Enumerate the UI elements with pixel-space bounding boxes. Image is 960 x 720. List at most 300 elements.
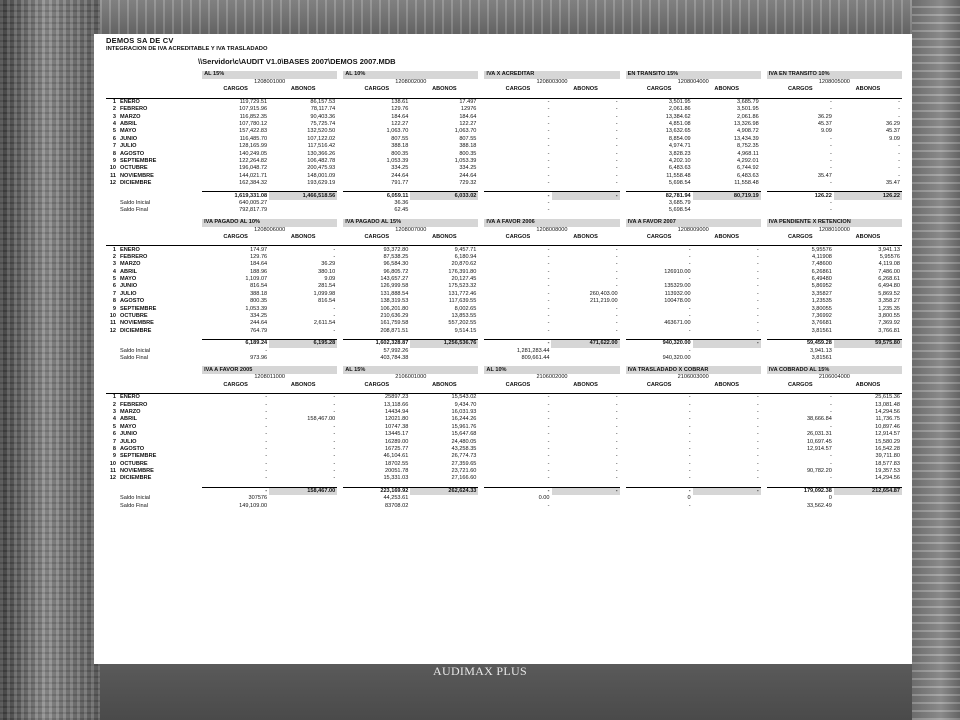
spacer [118, 219, 196, 227]
spacer [106, 200, 118, 207]
abono-value: - [615, 113, 618, 120]
saldo-inicial-value: 3,941.13 [810, 347, 832, 354]
report-title: DEMOS SA DE CV [106, 36, 174, 45]
cargos-header: CARGOS [505, 86, 531, 93]
cargos-header: CARGOS [364, 381, 390, 388]
saldo-final-value: 83708.02 [384, 502, 409, 509]
abono-value: - [615, 128, 618, 135]
abono-value: 3,685.79 [693, 98, 761, 106]
abonos-header: ABONOS [290, 234, 316, 241]
cargo-value: - [547, 268, 550, 275]
abono-value: 6,494.80 [878, 283, 900, 290]
saldo-inicial-value: - [265, 347, 268, 354]
cargo-value: - [265, 468, 268, 475]
abono-value: - [333, 327, 336, 334]
cargo-value: 5,698.54 [668, 180, 691, 187]
account-code: 1208005000 [818, 79, 850, 86]
abono-value: 36.29 [321, 261, 336, 268]
total-abonos: - [552, 192, 620, 200]
abono-value: 244.64 [459, 172, 477, 179]
cargo-value: 6,49480 [811, 276, 832, 283]
cargo-value: 35.47 [817, 172, 832, 179]
spacer [118, 71, 196, 79]
total-abonos: 158,467.00 [269, 487, 337, 495]
table-row [106, 106, 902, 113]
abono-value: - [615, 453, 618, 460]
month-number: 6 [112, 135, 116, 142]
abonos-header: ABONOS [714, 381, 739, 388]
cargos-header: CARGOS [646, 86, 672, 93]
month-number: 10 [109, 165, 116, 172]
abono-value: - [756, 283, 759, 290]
table-row [106, 320, 902, 327]
cargo-value: 5,86952 [811, 283, 832, 290]
account-table [106, 219, 902, 363]
abono-value: 16,244.26 [451, 416, 477, 423]
cargo-value: - [547, 408, 550, 415]
month-number: 9 [112, 158, 116, 164]
month-number: 5 [112, 276, 116, 283]
cargo-value: 144,021.71 [239, 172, 268, 179]
saldo-inicial-value: 640,005.27 [239, 199, 268, 206]
cargo-value: - [829, 453, 832, 460]
cargo-value: - [547, 453, 550, 460]
abono-value: - [552, 394, 620, 402]
account-code: 1208004000 [677, 79, 709, 86]
month-label: JULIO [120, 143, 137, 150]
spacer [410, 348, 478, 355]
table-row [106, 136, 902, 143]
month-label: OCTUBRE [120, 165, 148, 172]
abono-value: 4,119.08 [878, 261, 900, 268]
cargo-value: 2,061.86 [668, 106, 691, 113]
spacer [834, 503, 902, 510]
cargo-value: 122.27 [391, 121, 409, 128]
month-label: MAYO [120, 423, 137, 430]
cargo-value: 3,80055 [811, 305, 832, 312]
cargo-value: - [547, 135, 550, 142]
cargo-value: 807.55 [391, 135, 409, 142]
saldo-final-value: 33,562.49 [806, 502, 832, 509]
table-row [106, 438, 902, 445]
cargo-value: 4,202.10 [668, 158, 691, 164]
saldo-final-row [106, 207, 902, 214]
background-building-top [100, 0, 960, 34]
saldo-final-label: Saldo Final [120, 207, 148, 214]
abono-value: - [898, 106, 900, 113]
abono-value: - [615, 408, 618, 415]
account-title: IVA A FAVOR 2006 [484, 219, 619, 227]
abono-value: - [333, 423, 336, 430]
abono-value: 20,870.62 [451, 261, 477, 268]
cargo-value: - [829, 460, 832, 467]
totals-row [106, 487, 902, 495]
cargo-value: 25897.23 [343, 394, 410, 402]
spacer [693, 207, 761, 214]
cargo-value: - [688, 431, 691, 438]
spacer [410, 503, 478, 510]
abono-value: - [615, 165, 618, 172]
cargo-value: - [547, 320, 550, 327]
abono-value: - [615, 261, 618, 268]
cargo-value: 10,697.45 [806, 438, 832, 445]
abono-value: 24,480.05 [451, 438, 477, 445]
abono-value: - [756, 320, 759, 327]
total-abonos: 212,654.87 [834, 487, 902, 495]
spacer [106, 234, 118, 241]
abono-value: 5,95576 [879, 253, 900, 260]
table-row [106, 313, 902, 320]
month-number: 1 [106, 246, 118, 254]
cargo-value: - [547, 113, 550, 120]
cargo-value: - [688, 261, 691, 268]
account-title: IVA COBRADO AL 15% [767, 366, 902, 374]
month-number: 9 [112, 305, 116, 312]
cargo-value: 388.18 [250, 290, 268, 297]
saldo-inicial-value: 0 [687, 495, 691, 502]
cargo-value: 208,871.51 [380, 327, 409, 334]
abono-value: - [756, 416, 759, 423]
total-abonos: 1,256,536.76 [410, 340, 478, 348]
abono-value: - [756, 431, 759, 438]
cargo-value: 4,974.71 [668, 143, 691, 150]
cargo-value: 8,854.09 [668, 135, 691, 142]
cargo-value: 3,35827 [811, 290, 832, 297]
total-cargos: 82,781.94 [626, 192, 693, 200]
cargos-header: CARGOS [646, 234, 672, 241]
abono-value: - [898, 150, 900, 157]
spacer [106, 366, 118, 374]
table-row [106, 394, 902, 402]
account-code: 1208006000 [254, 226, 286, 233]
abono-value: 75,725.74 [310, 121, 336, 128]
abono-value: - [333, 468, 336, 475]
table-row [106, 291, 902, 298]
total-cargos: 223,169.92 [343, 487, 410, 495]
abono-value: 20,127.45 [451, 276, 477, 283]
abono-value: 3,358.27 [878, 298, 900, 305]
month-number: 11 [110, 320, 116, 327]
cargo-value: 10747.38 [384, 423, 409, 430]
cargo-value: - [829, 180, 832, 187]
abono-value: - [615, 158, 618, 164]
month-label: SEPTIEMBRE [120, 305, 157, 312]
cargo-value: 188.96 [250, 268, 268, 275]
cargo-value: 244.64 [391, 172, 409, 179]
abono-value: - [552, 98, 620, 106]
cargo-value: 126910.00 [664, 268, 691, 275]
abono-value: - [693, 394, 761, 402]
cargo-value: 129.76 [250, 253, 268, 260]
total-cargos: 6,189.24 [202, 340, 269, 348]
section-2 [106, 219, 902, 363]
cargo-value: 800.35 [391, 150, 409, 157]
spacer [118, 340, 196, 348]
cargo-value: - [265, 475, 268, 482]
spacer [106, 348, 118, 355]
abonos-header: ABONOS [714, 86, 739, 93]
abono-value: 78,117.74 [310, 106, 336, 113]
table-row [106, 98, 902, 106]
section-3 [106, 366, 902, 510]
abono-value: - [834, 98, 902, 106]
cargos-header: CARGOS [364, 86, 390, 93]
spacer [834, 355, 902, 362]
cargo-value: - [829, 143, 832, 150]
abono-value: 11,736.75 [875, 416, 900, 423]
abono-value: - [615, 445, 618, 452]
cargo-value: 96,584.30 [383, 261, 409, 268]
cargo-value: 184.64 [250, 261, 268, 268]
cargo-value: 135329.00 [664, 283, 691, 290]
saldo-inicial-value: 0 [828, 495, 832, 502]
table-row [106, 328, 902, 335]
total-cargos: - [484, 340, 551, 348]
cargo-value: - [547, 172, 550, 179]
month-label: FEBRERO [120, 401, 148, 408]
month-number: 6 [112, 283, 116, 290]
spacer [551, 355, 619, 362]
spacer [118, 374, 196, 381]
abono-value: - [756, 298, 759, 305]
cargo-value: - [688, 327, 691, 334]
saldo-inicial-value: 307576 [248, 495, 268, 502]
cargo-value: 131,888.54 [380, 290, 409, 297]
month-number: 4 [112, 268, 116, 275]
abono-value: - [615, 423, 618, 430]
month-number: 12 [109, 180, 116, 187]
table-row [106, 254, 902, 261]
spacer [693, 200, 761, 207]
spacer [269, 207, 337, 214]
cargo-value: 6,26861 [811, 268, 832, 275]
cargo-value: 122,264.82 [239, 158, 268, 164]
abono-value: 26,774.73 [451, 453, 477, 460]
cargo-value: 388.18 [391, 143, 409, 150]
month-label: JULIO [120, 290, 137, 297]
account-title: IVA X ACREDITAR [484, 71, 619, 79]
cargo-value: 184.64 [391, 113, 409, 120]
cargo-value: 174.97 [202, 246, 269, 254]
month-label: ENERO [118, 98, 196, 106]
account-code: 2106003000 [677, 374, 709, 381]
abono-value: 1,063.70 [454, 128, 477, 135]
cargo-value: - [547, 327, 550, 334]
cargo-value: 3,501.95 [626, 98, 693, 106]
spacer [106, 355, 118, 362]
account-title: IVA EN TRANSITO 10% [767, 71, 902, 79]
abono-value: - [551, 246, 619, 254]
abono-value: - [756, 276, 759, 283]
table-row [106, 453, 902, 460]
account-code: 1208003000 [536, 79, 568, 86]
cargo-value: 140,249.05 [239, 150, 268, 157]
cargo-value: 1,053.39 [386, 158, 409, 164]
cargo-value: 87,538.25 [383, 253, 409, 260]
account-title: IVA PENDIENTE X RETENCION [767, 219, 902, 227]
account-code: 1208002000 [395, 79, 427, 86]
cargo-value: 7,36992 [811, 313, 832, 320]
spacer [106, 86, 118, 93]
cargo-value: 20051.78 [384, 468, 409, 475]
account-code: 1208001000 [254, 79, 286, 86]
cargo-value: - [265, 416, 268, 423]
cargo-value: 143,657.27 [380, 276, 409, 283]
cargo-value: 18702.55 [384, 460, 409, 467]
cargo-value: - [767, 98, 834, 106]
spacer [118, 192, 196, 200]
spacer [106, 192, 118, 200]
month-number: 5 [112, 128, 116, 135]
cargo-value: - [547, 475, 550, 482]
cargo-value: 791.77 [391, 180, 409, 187]
month-number: 12 [109, 327, 116, 334]
table-row [106, 431, 902, 438]
abono-value: 16,542.28 [875, 445, 900, 452]
abono-value: 807.55 [459, 135, 477, 142]
cargo-value: - [688, 408, 691, 415]
month-label: FEBRERO [120, 106, 148, 113]
abono-value: 2,611.54 [313, 320, 336, 327]
cargos-header: CARGOS [364, 234, 390, 241]
abono-value: 13,434.39 [733, 135, 759, 142]
cargo-value: - [688, 468, 691, 475]
saldo-final-value: 5,698.54 [668, 207, 691, 214]
cargo-value: - [265, 423, 268, 430]
abono-value: 175,523.32 [448, 283, 477, 290]
abono-value: 6,268.61 [878, 276, 900, 283]
spacer [269, 200, 337, 207]
table-row [106, 283, 902, 290]
spacer [552, 503, 620, 510]
abono-value: - [756, 460, 759, 467]
month-number: 12 [109, 475, 116, 482]
abono-value: 19,357.53 [875, 468, 900, 475]
saldo-inicial-label: Saldo Inicial [120, 347, 151, 354]
cargo-value: - [547, 106, 550, 113]
cargo-value: - [829, 165, 832, 172]
cargo-value: 6,483.63 [668, 165, 691, 172]
month-label: NOVIEMBRE [120, 468, 154, 475]
cargo-value: 764.79 [250, 327, 268, 334]
abono-value: - [756, 408, 759, 415]
saldo-final-row [106, 355, 902, 362]
abono-value: 2,061.86 [736, 113, 759, 120]
cargo-value: - [547, 423, 550, 430]
cargos-header: CARGOS [788, 86, 813, 93]
cargo-value: - [688, 438, 691, 445]
abono-value: - [756, 290, 759, 297]
spacer [106, 487, 118, 495]
abono-value: - [615, 253, 618, 260]
month-label: OCTUBRE [120, 460, 148, 467]
spacer [118, 366, 196, 374]
month-number: 5 [112, 423, 116, 430]
month-number: 11 [110, 468, 116, 475]
spacer [118, 234, 196, 241]
abono-value: 131,772.46 [448, 290, 477, 297]
report-subtitle: INTEGRACION DE IVA ACREDITABLE Y IVA TRASLADADO [106, 46, 268, 52]
saldo-final-value: - [829, 207, 832, 214]
month-number: 7 [112, 438, 116, 445]
saldo-final-value: 792,817.79 [239, 207, 268, 214]
abono-value: - [615, 305, 618, 312]
saldo-final-label: Saldo Final [120, 354, 148, 361]
abono-value: 816.54 [318, 298, 336, 305]
cargo-value: - [547, 276, 550, 283]
cargo-value: - [688, 460, 691, 467]
abono-value: - [333, 453, 336, 460]
account-code: 1208009000 [677, 226, 709, 233]
abono-value: 23,721.60 [451, 468, 477, 475]
spacer [118, 79, 196, 86]
account-title: IVA A FAVOR 2007 [626, 219, 761, 227]
saldo-inicial-value: - [547, 199, 550, 206]
saldo-final-row [106, 503, 902, 510]
spacer [693, 355, 761, 362]
abono-value: - [615, 438, 618, 445]
account-title: AL 15% [343, 366, 478, 374]
cargo-value: - [688, 475, 691, 482]
cargo-value: 116,485.70 [239, 135, 268, 142]
cargo-value: 13,384.62 [665, 113, 691, 120]
abono-value: 176,391.80 [448, 268, 477, 275]
month-number: 2 [112, 106, 116, 113]
month-label: AGOSTO [120, 445, 145, 452]
cargo-value: 4,11908 [812, 253, 832, 260]
month-label: SEPTIEMBRE [120, 453, 157, 460]
cargo-value: 800.35 [250, 298, 268, 305]
month-label: ENERO [118, 394, 196, 402]
abono-value: - [615, 431, 618, 438]
saldo-inicial-row [106, 348, 902, 355]
cargo-value: 244.64 [250, 320, 268, 327]
table-row [106, 468, 902, 475]
saldo-final-value: 62.45 [394, 207, 409, 214]
account-title: AL 15% [202, 71, 337, 79]
abono-value: - [333, 305, 336, 312]
totals-row [106, 192, 902, 200]
spacer [118, 86, 196, 93]
cargo-value: 161,759.58 [380, 320, 409, 327]
abono-value: 12976 [460, 106, 477, 113]
abono-value: - [756, 313, 759, 320]
saldo-inicial-value: 3,685.79 [668, 199, 691, 206]
cargo-value: 14434.94 [384, 408, 409, 415]
abono-value: 15,580.29 [875, 438, 900, 445]
saldo-inicial-value: 1,281,283.44 [516, 347, 550, 354]
abono-value: 260,403.00 [589, 290, 618, 297]
cargo-value: - [547, 290, 550, 297]
cargo-value: 46,104.61 [383, 453, 409, 460]
spacer [269, 355, 337, 362]
saldo-final-value: - [547, 502, 550, 509]
abonos-header: ABONOS [290, 86, 316, 93]
abono-value: 43,258.35 [451, 445, 477, 452]
cargo-value: 13,118.66 [383, 401, 409, 408]
cargo-value: 3,76681 [811, 320, 832, 327]
abono-value: - [756, 453, 759, 460]
total-abonos: 471,622.00 [551, 340, 619, 348]
abonos-header: ABONOS [855, 381, 881, 388]
abono-value: 7,369.92 [878, 320, 900, 327]
cargo-value: - [767, 394, 834, 402]
abono-value: - [693, 246, 761, 254]
cargo-value: - [265, 431, 268, 438]
abono-value: - [898, 158, 900, 164]
abonos-header: ABONOS [432, 381, 457, 388]
spacer [410, 200, 478, 207]
